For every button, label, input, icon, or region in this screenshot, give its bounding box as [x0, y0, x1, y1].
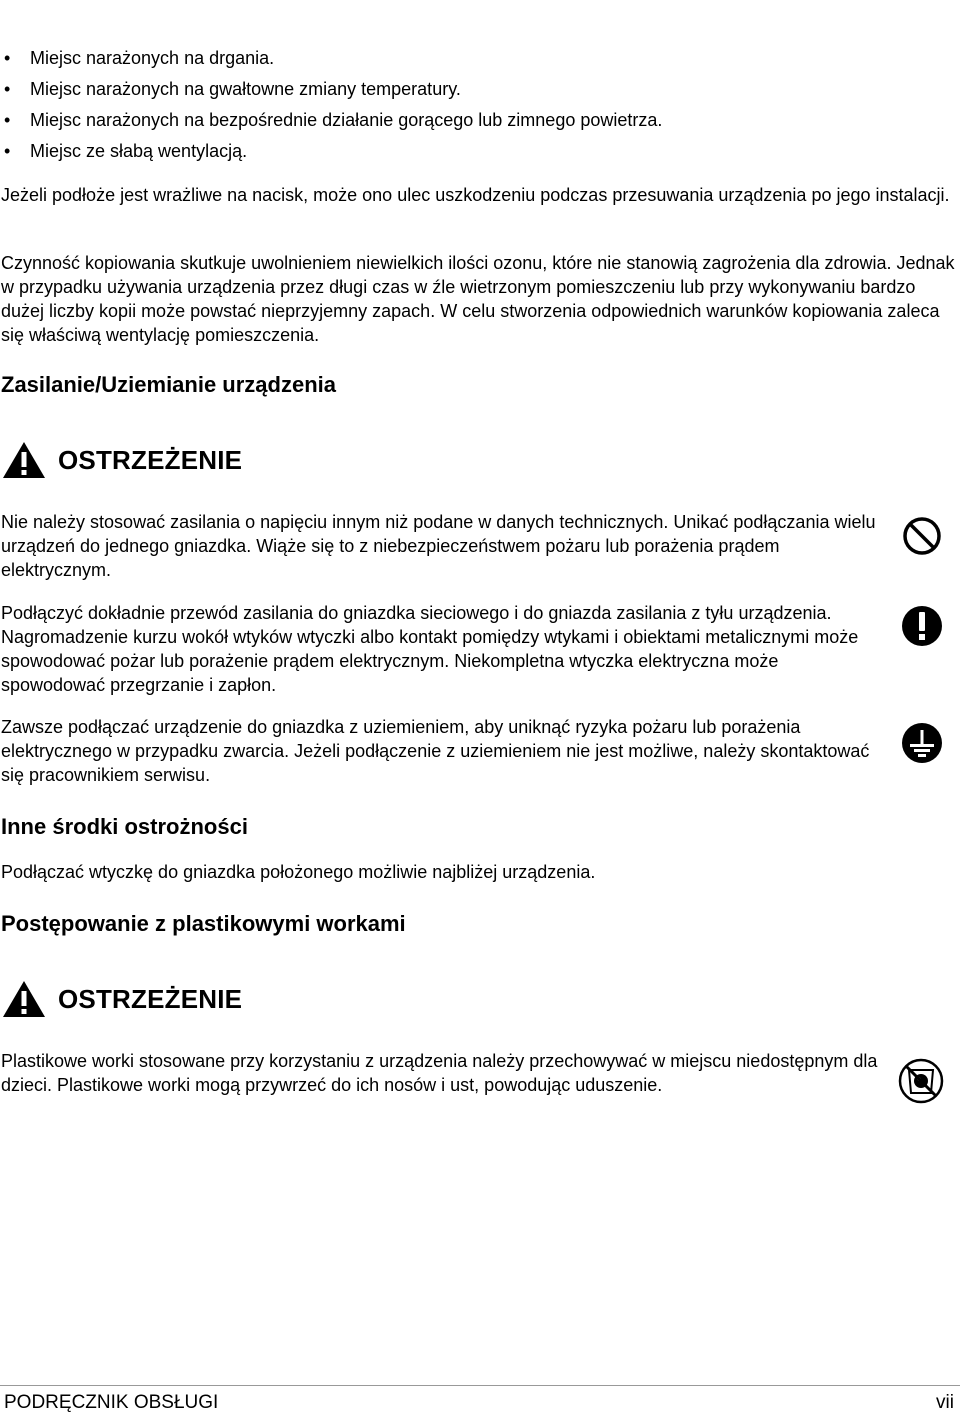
footer-divider — [0, 1385, 960, 1386]
warning-triangle-icon — [2, 441, 46, 479]
footer-page-number: vii — [936, 1392, 954, 1413]
footer-manual-title: PODRĘCZNIK OBSŁUGI — [4, 1392, 219, 1413]
power-warning-header — [2, 440, 242, 480]
ground-icon — [901, 722, 943, 764]
mandatory-action-icon — [901, 605, 943, 647]
suffocation-hazard-icon — [898, 1058, 944, 1104]
other-paragraph: Podłączać wtyczkę do gniazdka położonego możliwie najbliżej urządzenia. — [1, 862, 596, 882]
list-item: • Miejsc narażonych na bezpośrednie działanie gorącego lub zimnego powietrza. — [0, 105, 900, 136]
bags-section-heading: Postępowanie z plastikowymi workami — [1, 911, 406, 936]
power-section-heading: Zasilanie/Uziemianie urządzenia — [1, 372, 337, 397]
location-bullet-list — [0, 43, 900, 167]
ozone-paragraph: Czynność kopiowania skutkuje uwolnieniem niewielkich ilości ozonu, które nie stanowią zagrożenia dla zdrowia. Jednak w przypadku używania urządzenia przez długi czas w źle wietrzonym pomieszczeniu lub przy wykonywaniu bardzo dużej liczby kopii może powstać nieprzyjemny zapach. W celu stworzenia odpowiednich warunków kopiowania zaleca się właściwą wentylację pomieszczenia. — [1, 253, 955, 345]
list-item: • Miejsc narażonych na drgania. — [0, 43, 900, 74]
floor-paragraph: Jeżeli podłoże jest wrażliwe na nacisk, może ono ulec uszkodzeniu podczas przesuwania urządzenia po jego instalacji. — [1, 185, 950, 205]
power-item-text: Podłączyć dokładnie przewód zasilania do gniazdka sieciowego i do gniazda zasilania z tyłu urządzenia. Nagromadzenie kurzu wokół wtyków wtyczki albo kontakt pomiędzy wtykami i obiektami metalicznymi może spowodować pożar lub porażenie prądem elektrycznym. Niekompletna wtyczka elektryczna może spowodować przegrzanie i zapłon. — [1, 603, 859, 695]
power-item-text: Nie należy stosować zasilania o napięciu innym niż podane w danych technicznych. Unikać podłączania wielu urządzeń do jednego gniazdka. Wiąże się to z niebezpieczeństwem pożaru lub porażenia prądem elektrycznym. — [1, 512, 876, 580]
prohibited-icon — [901, 515, 943, 557]
bags-paragraph: Plastikowe worki stosowane przy korzystaniu z urządzenia należy przechowywać w miejscu niedostępnym dla dzieci. Plastikowe worki mogą przywrzeć do ich nosów i ust, powodując uduszenie. — [1, 1051, 878, 1095]
power-item-text: Zawsze podłączać urządzenie do gniazdka z uziemieniem, aby uniknąć ryzyka pożaru lub porażenia elektrycznego w przypadku zwarcia. Jeżeli podłączenie z uziemieniem nie jest możliwe, należy skontaktować się pracownikiem serwisu. — [1, 717, 870, 785]
list-item: • Miejsc narażonych na gwałtowne zmiany temperatury. — [0, 74, 900, 105]
warning-label: OSTRZEŻENIE — [58, 983, 243, 1014]
list-item: • Miejsc ze słabą wentylacją. — [0, 136, 900, 167]
warning-label: OSTRZEŻENIE — [58, 444, 243, 475]
other-section-heading: Inne środki ostrożności — [1, 814, 248, 839]
warning-triangle-icon — [2, 980, 46, 1018]
bags-warning-header — [2, 979, 242, 1019]
